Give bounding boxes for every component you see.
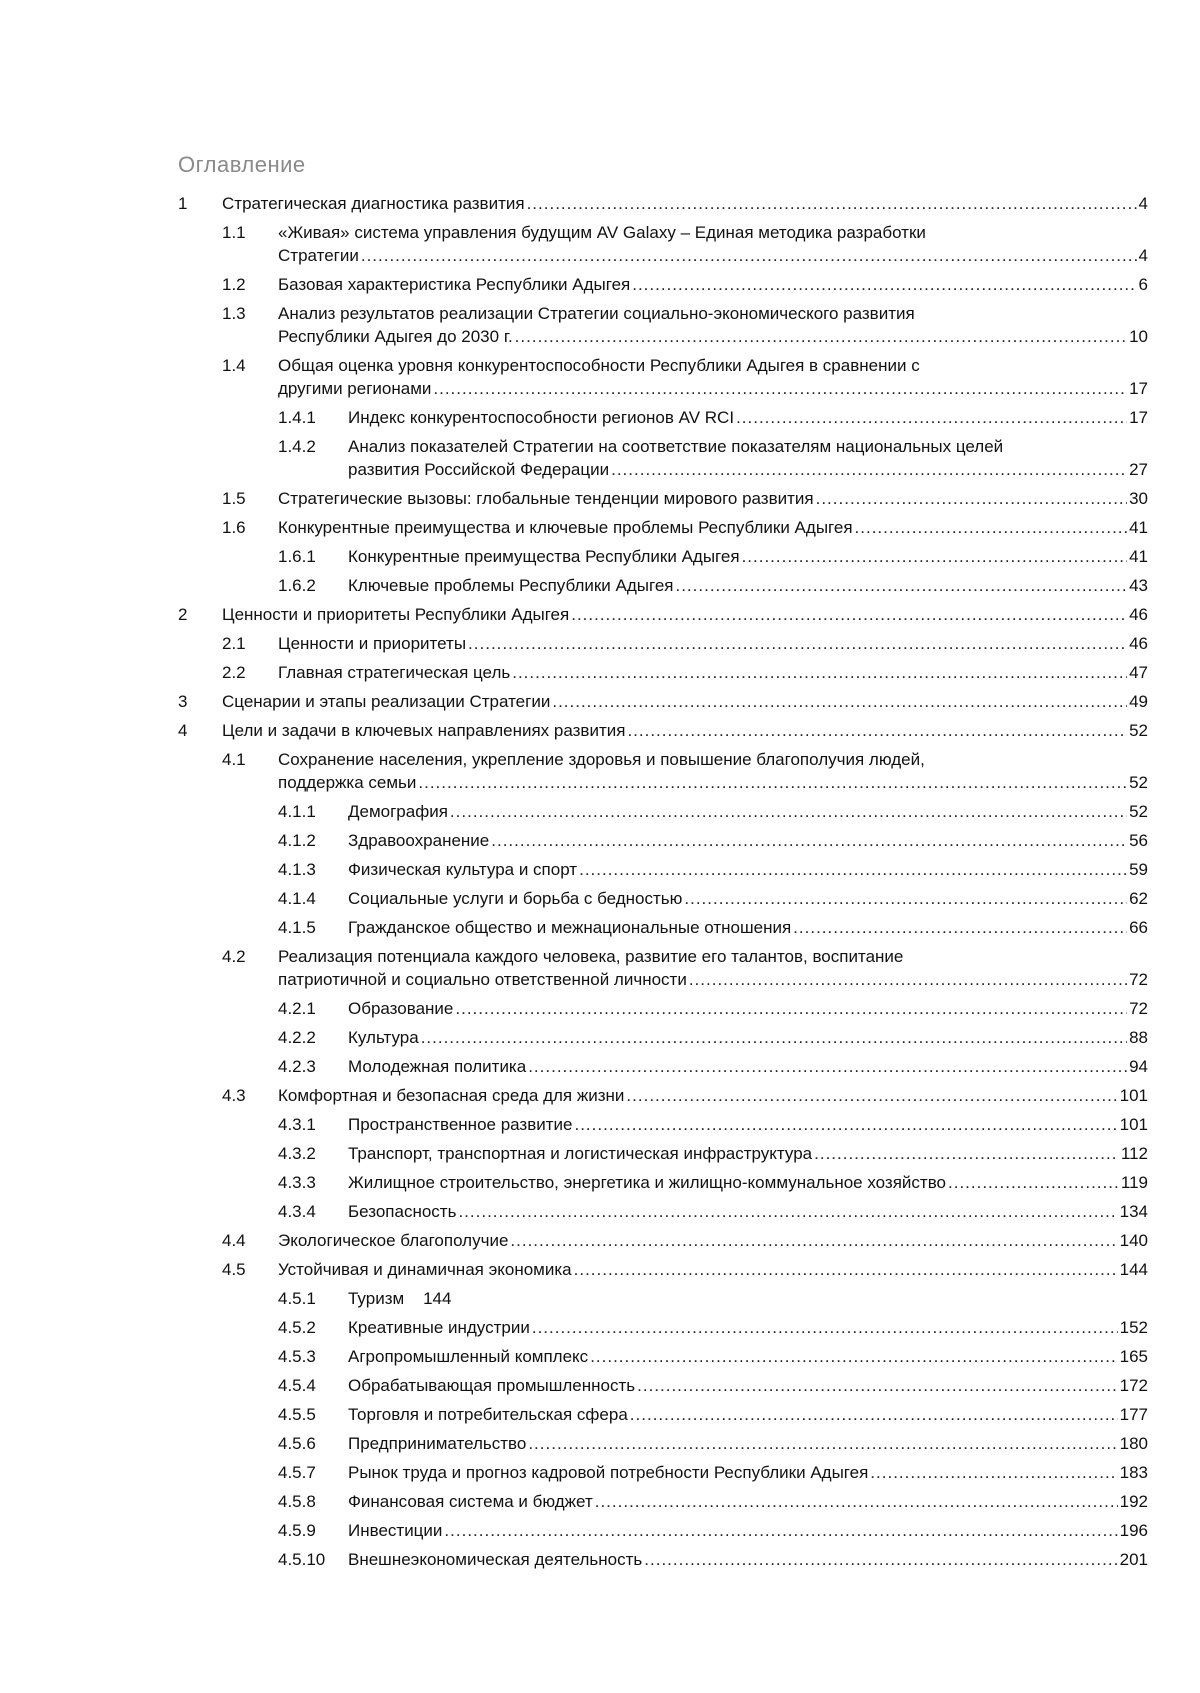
toc-entry-number: 4.5.5	[278, 1405, 316, 1424]
toc-entry-page: 43	[1129, 576, 1148, 595]
toc-entry[interactable]	[178, 1113, 1148, 1136]
toc-entry-number: 4.2	[222, 947, 246, 966]
toc-entry-title-line: Культура	[348, 1028, 419, 1047]
toc-entry-title-line: Сохранение населения, укрепление здоровья и повышение благополучия людей,	[278, 750, 925, 769]
toc-entry-title-line: Креативные индустрии	[348, 1318, 530, 1337]
toc-entry-page: 41	[1129, 518, 1148, 537]
toc-entry-page: 196	[1119, 1521, 1148, 1540]
toc-entry[interactable]	[178, 1548, 1148, 1571]
toc-entry-page: 112	[1120, 1144, 1148, 1163]
toc-entry-page: 134	[1119, 1202, 1148, 1221]
toc-entry-title-line: Ценности и приоритеты Республики Адыгея	[222, 605, 570, 624]
toc-dot-leader	[450, 800, 1127, 823]
toc-entry-title-line: Финансовая система и бюджет	[348, 1492, 593, 1511]
toc-entry-number: 1.4	[222, 356, 246, 375]
toc-entry-number: 4.3	[222, 1086, 246, 1105]
toc-entry-title-line: патриотичной и социально ответственной личности	[278, 970, 687, 989]
toc-entry-title-line: Здравоохранение	[348, 831, 490, 850]
table-of-contents	[178, 192, 1148, 1577]
toc-entry[interactable]	[178, 748, 1148, 794]
toc-entry[interactable]	[178, 1345, 1148, 1368]
toc-entry[interactable]	[178, 632, 1148, 655]
toc-entry-title-line: Рынок труда и прогноз кадровой потребности Республики Адыгея	[348, 1463, 869, 1482]
toc-dot-leader	[855, 516, 1128, 539]
toc-entry-page: 56	[1129, 831, 1148, 850]
toc-entry-page: 101	[1119, 1086, 1148, 1105]
toc-entry[interactable]	[178, 1200, 1148, 1223]
toc-dot-leader	[742, 545, 1128, 568]
toc-entry-title-line: Туризм 144	[348, 1289, 452, 1308]
toc-entry-title-line: Анализ результатов реализации Стратегии социально-экономического развития	[278, 304, 915, 323]
toc-dot-leader	[444, 1519, 1117, 1542]
toc-entry[interactable]	[178, 1084, 1148, 1107]
toc-dot-leader	[611, 458, 1127, 481]
toc-entry-page: 17	[1129, 379, 1148, 398]
toc-entry-page: 101	[1119, 1115, 1148, 1134]
toc-entry[interactable]	[178, 1229, 1148, 1252]
toc-entry-page: 41	[1129, 547, 1148, 566]
toc-entry-title-line: Стратегическая диагностика развития	[222, 194, 525, 213]
toc-entry-number: 1.2	[222, 275, 246, 294]
toc-entry-title-line: «Живая» система управления будущим AV Galaxy – Единая методика разработки	[278, 223, 926, 242]
toc-dot-leader	[418, 771, 1127, 794]
toc-dot-leader	[527, 192, 1137, 215]
toc-entry[interactable]	[178, 354, 1148, 400]
toc-entry-number: 4.3.2	[278, 1144, 316, 1163]
toc-entry-number: 4.5	[222, 1260, 246, 1279]
toc-entry-title-line: поддержка семьи	[278, 773, 417, 792]
toc-entry-number: 2.1	[222, 634, 246, 653]
toc-entry-title-line: Общая оценка уровня конкурентоспособности Республики Адыгея в сравнении с	[278, 356, 920, 375]
toc-entry-page: 94	[1129, 1057, 1148, 1076]
toc-dot-leader	[870, 1461, 1117, 1484]
toc-entry-page: 72	[1129, 970, 1148, 989]
toc-entry-number: 4.5.7	[278, 1463, 316, 1482]
toc-entry[interactable]	[178, 1142, 1148, 1165]
toc-entry[interactable]	[178, 516, 1148, 539]
toc-dot-leader	[816, 487, 1127, 510]
toc-dot-leader	[421, 1026, 1127, 1049]
toc-entry-page: 177	[1119, 1405, 1148, 1424]
toc-entry-title-line: Физическая культура и спорт	[348, 860, 578, 879]
toc-entry-page: 144	[1119, 1260, 1148, 1279]
toc-entry-title-line: Торговля и потребительская сфера	[348, 1405, 628, 1424]
toc-entry[interactable]	[178, 1287, 1148, 1310]
toc-entry[interactable]	[178, 435, 1148, 481]
toc-entry-page: 180	[1119, 1434, 1148, 1453]
toc-dot-leader	[627, 719, 1127, 742]
toc-entry-title-line: Базовая характеристика Республики Адыгея	[278, 275, 631, 294]
toc-entry-page: 10	[1129, 327, 1148, 346]
toc-entry[interactable]	[178, 690, 1148, 713]
toc-entry-page: 172	[1119, 1376, 1148, 1395]
toc-dot-leader	[532, 1316, 1118, 1339]
toc-entry[interactable]	[178, 1461, 1148, 1484]
toc-entry-title-line: Устойчивая и динамичная экономика	[278, 1260, 572, 1279]
toc-entry-number: 4.2.3	[278, 1057, 316, 1076]
toc-entry-number: 4.4	[222, 1231, 246, 1250]
toc-entry[interactable]	[178, 545, 1148, 568]
toc-dot-leader	[595, 1490, 1118, 1513]
toc-entry[interactable]	[178, 1432, 1148, 1455]
toc-entry-page: 6	[1138, 275, 1148, 294]
toc-dot-leader	[455, 997, 1127, 1020]
toc-dot-leader	[571, 603, 1127, 626]
toc-entry[interactable]	[178, 221, 1148, 267]
toc-entry-number: 4.5.1	[278, 1289, 316, 1308]
toc-entry-title-line: Агропромышленный комплекс	[348, 1347, 589, 1366]
toc-entry[interactable]	[178, 887, 1148, 910]
toc-entry-page: 30	[1129, 489, 1148, 508]
toc-entry[interactable]	[178, 1026, 1148, 1049]
toc-entry[interactable]	[178, 603, 1148, 626]
toc-entry-page: 152	[1119, 1318, 1148, 1337]
toc-entry-number: 1.4.1	[278, 408, 316, 427]
toc-entry-title-line: Транспорт, транспортная и логистическая инфраструктура	[348, 1144, 813, 1163]
toc-entry-number: 1.6	[222, 518, 246, 537]
toc-entry-page: 4	[1138, 194, 1148, 213]
toc-entry-page: 52	[1129, 721, 1148, 740]
toc-dot-leader	[458, 1200, 1117, 1223]
toc-entry-title-line: Реализация потенциала каждого человека, развитие его талантов, воспитание	[278, 947, 904, 966]
toc-entry[interactable]	[178, 916, 1148, 939]
toc-entry-number: 1.6.2	[278, 576, 316, 595]
toc-dot-leader	[515, 325, 1127, 348]
toc-dot-leader	[626, 1084, 1117, 1107]
toc-entry-title-line: Инвестиции	[348, 1521, 443, 1540]
toc-entry-page: 59	[1129, 860, 1148, 879]
toc-entry-title-line: Цели и задачи в ключевых направлениях развития	[222, 721, 626, 740]
toc-entry-page: 72	[1129, 999, 1148, 1018]
toc-entry-number: 4.1.2	[278, 831, 316, 850]
toc-entry[interactable]	[178, 1374, 1148, 1397]
toc-entry-number: 4.5.2	[278, 1318, 316, 1337]
toc-entry-page: 49	[1129, 692, 1148, 711]
toc-dot-leader	[491, 829, 1127, 852]
toc-entry-title-line: Молодежная политика	[348, 1057, 527, 1076]
toc-entry[interactable]	[178, 1258, 1148, 1281]
toc-entry[interactable]	[178, 1316, 1148, 1339]
toc-entry-number: 4.5.3	[278, 1347, 316, 1366]
toc-entry-page: 46	[1129, 605, 1148, 624]
toc-dot-leader	[433, 377, 1127, 400]
toc-entry-title-line: Конкурентные преимущества Республики Адыгея	[348, 547, 740, 566]
toc-dot-leader	[512, 661, 1127, 684]
toc-entry[interactable]	[178, 1171, 1148, 1194]
toc-entry-title-line: Сценарии и этапы реализации Стратегии	[222, 692, 551, 711]
toc-dot-leader	[632, 273, 1136, 296]
toc-entry-page: 192	[1119, 1492, 1148, 1511]
toc-entry-page: 88	[1129, 1028, 1148, 1047]
toc-entry[interactable]	[178, 800, 1148, 823]
toc-dot-leader	[793, 916, 1127, 939]
toc-entry[interactable]	[178, 945, 1148, 991]
toc-entry-title-line: Стратегические вызовы: глобальные тенденции мирового развития	[278, 489, 814, 508]
toc-entry[interactable]	[178, 829, 1148, 852]
toc-dot-leader	[630, 1403, 1118, 1426]
toc-entry-page: 52	[1129, 773, 1148, 792]
toc-dot-leader	[510, 1229, 1117, 1252]
toc-entry-page: 47	[1129, 663, 1148, 682]
toc-entry-number: 1.3	[222, 304, 246, 323]
toc-dot-leader	[528, 1432, 1117, 1455]
toc-entry[interactable]	[178, 487, 1148, 510]
toc-entry-page: 140	[1119, 1231, 1148, 1250]
toc-entry-page: 4	[1138, 246, 1148, 265]
toc-entry[interactable]	[178, 574, 1148, 597]
toc-entry[interactable]	[178, 1403, 1148, 1426]
toc-entry-number: 4.2.1	[278, 999, 316, 1018]
toc-entry[interactable]	[178, 661, 1148, 684]
toc-entry-title-line: Образование	[348, 999, 454, 1018]
toc-entry-number: 2	[178, 605, 188, 624]
toc-entry[interactable]	[178, 1519, 1148, 1542]
toc-entry-page: 52	[1129, 802, 1148, 821]
toc-entry-page: 165	[1119, 1347, 1148, 1366]
toc-entry-number: 4.5.8	[278, 1492, 316, 1511]
toc-entry-title-line: Анализ показателей Стратегии на соответствие показателям национальных целей	[348, 437, 1004, 456]
toc-dot-leader	[590, 1345, 1117, 1368]
toc-entry-number: 1.5	[222, 489, 246, 508]
toc-entry-title-line: Безопасность	[348, 1202, 457, 1221]
toc-entry-title-line: другими регионами	[278, 379, 432, 398]
toc-entry-number: 4.1.3	[278, 860, 316, 879]
toc-dot-leader	[684, 887, 1127, 910]
toc-entry-number: 4.5.4	[278, 1376, 316, 1395]
toc-entry-title-line: Предпринимательство	[348, 1434, 527, 1453]
toc-entry[interactable]	[178, 1055, 1148, 1078]
toc-entry-page: 119	[1120, 1173, 1148, 1192]
toc-entry-page: 17	[1129, 408, 1148, 427]
toc-entry-page: 27	[1129, 460, 1148, 479]
toc-entry-number: 4.5.10	[278, 1550, 326, 1569]
toc-entry-title-line: Главная стратегическая цель	[278, 663, 511, 682]
toc-entry-title-line: Социальные услуги и борьба с бедностью	[348, 889, 683, 908]
toc-dot-leader	[689, 968, 1127, 991]
toc-entry-number: 2.2	[222, 663, 246, 682]
toc-entry-number: 4.1.1	[278, 802, 316, 821]
toc-entry-title-line: Стратегии	[278, 246, 359, 265]
toc-entry-number: 4.2.2	[278, 1028, 316, 1047]
toc-entry-title-line: Конкурентные преимущества и ключевые проблемы Республики Адыгея	[278, 518, 853, 537]
toc-dot-leader	[468, 632, 1127, 655]
toc-entry[interactable]	[178, 273, 1148, 296]
toc-dot-leader	[948, 1171, 1119, 1194]
toc-entry-title-line: Обрабатывающая промышленность	[348, 1376, 636, 1395]
toc-dot-leader	[637, 1374, 1118, 1397]
toc-entry-page: 66	[1129, 918, 1148, 937]
toc-entry-number: 4.3.3	[278, 1173, 316, 1192]
toc-entry-number: 4.1.5	[278, 918, 316, 937]
toc-dot-leader	[361, 244, 1137, 267]
toc-dot-leader	[579, 858, 1127, 881]
toc-entry-number: 1.6.1	[278, 547, 316, 566]
toc-entry-title-line: Пространственное развитие	[348, 1115, 573, 1134]
toc-entry-page: 201	[1119, 1550, 1148, 1569]
toc-entry-title-line: Комфортная и безопасная среда для жизни	[278, 1086, 625, 1105]
toc-entry-number: 4.1	[222, 750, 246, 769]
toc-entry-page: 62	[1129, 889, 1148, 908]
toc-dot-leader	[644, 1548, 1117, 1571]
toc-entry-page: 183	[1119, 1463, 1148, 1482]
toc-entry-number: 3	[178, 692, 188, 711]
toc-entry-title-line: Демография	[348, 802, 448, 821]
toc-entry-number: 4.3.4	[278, 1202, 316, 1221]
toc-dot-leader	[675, 574, 1127, 597]
toc-entry-number: 4	[178, 721, 188, 740]
toc-entry-title-line: Внешнеэкономическая деятельность	[348, 1550, 643, 1569]
toc-entry[interactable]	[178, 192, 1148, 215]
toc-entry[interactable]	[178, 1490, 1148, 1513]
toc-entry-page: 46	[1129, 634, 1148, 653]
toc-dot-leader	[528, 1055, 1127, 1078]
toc-dot-leader	[814, 1142, 1119, 1165]
toc-entry-title-line: Жилищное строительство, энергетика и жилищно-коммунальное хозяйство	[348, 1173, 946, 1192]
toc-entry-number: 1.4.2	[278, 437, 316, 456]
toc-entry-number: 4.5.6	[278, 1434, 316, 1453]
toc-entry-number: 4.1.4	[278, 889, 316, 908]
toc-entry-title-line: Гражданское общество и межнациональные отношения	[348, 918, 792, 937]
toc-entry-title-line: Индекс конкурентоспособности регионов AV RCI	[348, 408, 735, 427]
toc-entry[interactable]	[178, 302, 1148, 348]
toc-entry-number: 4.3.1	[278, 1115, 316, 1134]
toc-entry[interactable]	[178, 997, 1148, 1020]
toc-entry-title-line: Ценности и приоритеты	[278, 634, 467, 653]
toc-title: Оглавление	[178, 152, 306, 177]
toc-entry-title-line: Ключевые проблемы Республики Адыгея	[348, 576, 674, 595]
toc-entry[interactable]	[178, 406, 1148, 429]
toc-entry-title-line: Республики Адыгея до 2030 г.	[278, 327, 513, 346]
toc-entry-number: 4.5.9	[278, 1521, 316, 1540]
toc-dot-leader	[552, 690, 1127, 713]
toc-dot-leader	[736, 406, 1127, 429]
toc-entry[interactable]	[178, 719, 1148, 742]
toc-entry-title-line: Экологическое благополучие	[278, 1231, 509, 1250]
toc-entry-number: 1.1	[222, 223, 246, 242]
toc-entry-title-line: развития Российской Федерации	[348, 460, 610, 479]
toc-entry[interactable]	[178, 858, 1148, 881]
toc-entry-number: 1	[178, 194, 188, 213]
toc-dot-leader	[574, 1258, 1118, 1281]
toc-dot-leader	[574, 1113, 1117, 1136]
